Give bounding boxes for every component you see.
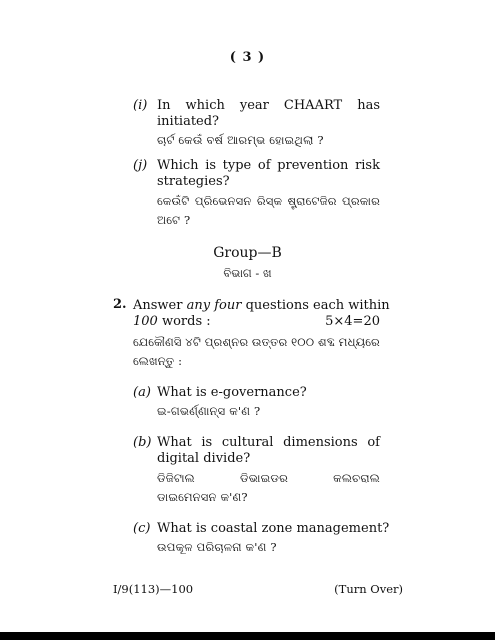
- word: prevention: [277, 158, 349, 173]
- word: ଷ୍ଟ୍ରାଟେଜିର: [287, 194, 337, 208]
- word: ୪ଟି: [185, 335, 202, 349]
- question-2a-label: (a): [133, 385, 151, 400]
- question-2a-odia: ଇ-ଗଭର୍ଣ୍ଣାନ୍ସ କ'ଣ ?: [157, 404, 261, 418]
- question-2-odia-line1: [133, 334, 380, 350]
- word: ୧୦୦: [291, 335, 315, 349]
- word: year: [239, 98, 269, 113]
- question-i-text-line2: initiated?: [157, 114, 220, 129]
- text-part: words :: [157, 314, 211, 329]
- question-2-words: [133, 313, 211, 330]
- question-i-label: (i): [133, 98, 148, 113]
- word: of: [257, 158, 271, 173]
- footer-code: I/9(113)—100: [113, 582, 194, 596]
- turn-over-note: (Turn Over): [334, 582, 403, 596]
- question-2b-label: (b): [133, 435, 152, 450]
- word: Which: [157, 158, 199, 173]
- question-2-text: [133, 297, 390, 314]
- question-j-text-line2: strategies?: [157, 174, 230, 189]
- word: ଡିଜିଟାଲ: [157, 471, 195, 485]
- page-number: ( 3 ): [229, 50, 266, 65]
- word: which: [185, 98, 225, 113]
- group-title: Group—B: [213, 245, 282, 261]
- question-j-odia-line2: ଅଟେ ?: [157, 213, 191, 227]
- text-part: questions each within: [241, 298, 390, 313]
- word: is: [205, 158, 217, 173]
- emphasis: any four: [186, 298, 242, 313]
- word: ରିସ୍କ: [256, 194, 283, 208]
- question-2c-text: What is coastal zone management?: [157, 521, 390, 536]
- word: of: [367, 435, 380, 450]
- word: ଉତ୍ତର: [251, 335, 288, 349]
- question-i-text-line1: [157, 97, 380, 114]
- text-part: Answer: [133, 298, 187, 313]
- emphasis: 100: [133, 314, 158, 329]
- word: is: [201, 435, 213, 450]
- word: risk: [355, 158, 380, 173]
- question-j-label: (j): [133, 158, 148, 173]
- bottom-border: [0, 632, 495, 640]
- word: cultural: [221, 435, 274, 450]
- question-i-odia: ଚାର୍ଟ କେଉଁ ବର୍ଷ ଆରମ୍ଭ ହୋଇଥିଲା ?: [157, 133, 324, 147]
- question-2c-label: (c): [133, 521, 151, 536]
- question-2a-text: What is e-governance?: [157, 385, 307, 400]
- word: has: [357, 98, 380, 113]
- question-2b-odia-line1: [157, 470, 380, 486]
- word: CHAART: [283, 98, 343, 113]
- question-2-marks: 5×4=20: [325, 314, 380, 329]
- word: What: [157, 435, 192, 450]
- question-2b-text-line1: [157, 434, 380, 451]
- word: ମଧ୍ୟରେ: [338, 335, 380, 349]
- word: ପ୍ରିଭେନସନ: [194, 194, 252, 208]
- question-j-text-line1: [157, 157, 380, 174]
- word: In: [157, 98, 171, 113]
- word: ଶବ୍ଦ: [318, 335, 336, 349]
- question-2b-odia-line2: ଡାଇମେନସନ କ'ଣ?: [157, 490, 248, 504]
- word: ଡିଭାଇଡର: [240, 471, 289, 485]
- word: ପ୍ରକାର: [342, 194, 380, 208]
- word: ପ୍ରଶ୍ନର: [204, 335, 249, 349]
- question-2-odia-line2: ଲେଖନ୍ତୁ :: [133, 354, 183, 368]
- question-j-odia-line1: [157, 193, 380, 209]
- word: dimensions: [283, 435, 358, 450]
- question-2c-odia: ଉପକୂଳ ପରିଚାଳନା କ'ଣ ?: [157, 540, 277, 554]
- word: କେଉଁଟି: [157, 194, 190, 208]
- question-2-number: 2.: [113, 297, 127, 312]
- word: ଯେକୌଣସି: [133, 335, 182, 349]
- group-subtitle: ବିଭାଗ - ଖ: [223, 266, 272, 280]
- question-2b-text-line2: digital divide?: [157, 451, 251, 466]
- word: type: [222, 158, 252, 173]
- word: କଲଚରାଲ: [333, 471, 380, 485]
